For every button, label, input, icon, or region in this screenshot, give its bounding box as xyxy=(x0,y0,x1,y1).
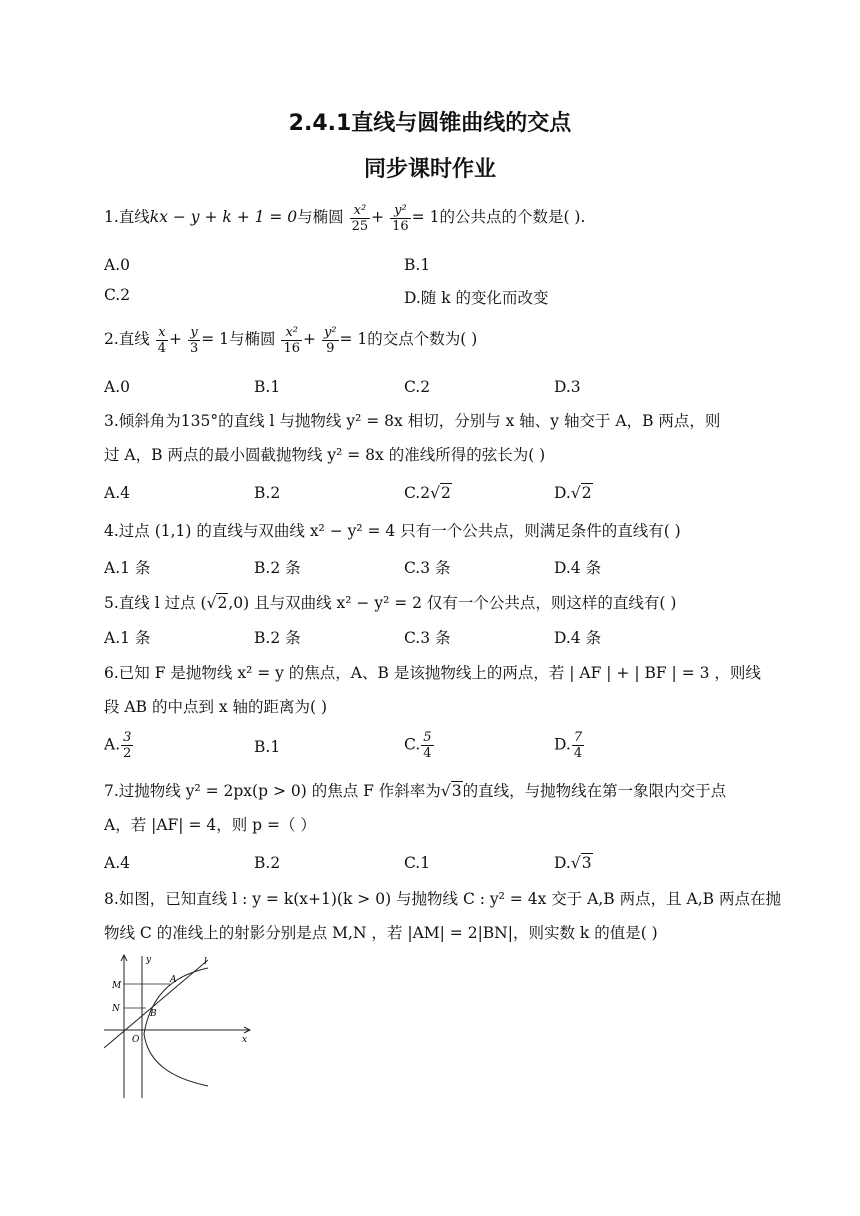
q4-option-a: A.1 条 xyxy=(104,559,151,577)
q4-option-c: C.3 条 xyxy=(404,559,451,577)
question-8-line-1: 8.如图，已知直线 l : y = k(x+1)(k > 0) 与抛物线 C : y² = 4x 交于 A,B 两点，且 A,B 两点在抛 xyxy=(104,890,781,908)
q1-option-c: C.2 xyxy=(104,286,131,304)
q1-option-a: A.0 xyxy=(104,256,130,274)
question-8-line-2: 物线 C 的准线上的射影分别是点 M,N ，若 |AM| = 2|BN|，则实数 k 的值是( ) xyxy=(104,924,658,942)
q1-option-d: D.随 k 的变化而改变 xyxy=(404,289,549,307)
label-a: A xyxy=(170,975,177,985)
q3-option-a: A.4 xyxy=(104,484,130,502)
label-x: x xyxy=(242,1035,248,1045)
q2-option-c: C.2 xyxy=(404,378,431,396)
parabola-curve xyxy=(144,968,208,1086)
question-5: 5.直线 l 过点 (√2,0) 且与双曲线 x² − y² = 2 仅有一个公共点，则这样的直线有( ) xyxy=(104,594,677,612)
question-3-line-2: 过 A，B 两点的最小圆截抛物线 y² = 8x 的准线所得的弦长为( ) xyxy=(104,446,546,464)
q6-option-b: B.1 xyxy=(254,738,281,756)
label-m: M xyxy=(112,981,122,991)
question-6-line-2: 段 AB 的中点到 x 轴的距离为( ) xyxy=(104,698,328,716)
q8-figure xyxy=(100,952,260,1100)
q5-option-c: C.3 条 xyxy=(404,629,451,647)
q4-option-b: B.2 条 xyxy=(254,559,301,577)
q6-option-a: A. $\frac{3}{2}$ xyxy=(104,730,132,761)
q4-option-d: D.4 条 xyxy=(554,559,602,577)
q6-option-c: C. $\frac{5}{4}$ xyxy=(404,730,432,761)
q2-option-b: B.1 xyxy=(254,378,281,396)
question-4: 4.过点 (1,1) 的直线与双曲线 x² − y² = 4 只有一个公共点，则满足条件的直线有( ) xyxy=(104,522,681,540)
page-title: 2.4.1直线与圆锥曲线的交点 xyxy=(288,111,572,136)
label-y: y xyxy=(146,955,152,965)
label-n: N xyxy=(112,1004,120,1014)
question-3-line-1: 3.倾斜角为135°的直线 l 与抛物线 y² = 8x 相切，分别与 x 轴、y 轴交于 A，B 两点，则 xyxy=(104,412,721,430)
q7-option-d: D.√3 xyxy=(554,854,592,872)
question-7-line-2: A，若 |AF| = 4，则 p =（ ） xyxy=(104,816,316,834)
question-7-line-1: 7.过抛物线 y² = 2px(p > 0) 的焦点 F 作斜率为√3的直线，与抛物线在第一象限内交于点 xyxy=(104,782,727,800)
q3-option-d: D.√2 xyxy=(554,484,592,502)
q7-option-b: B.2 xyxy=(254,854,281,872)
label-b: B xyxy=(150,1009,157,1019)
q7-option-a: A.4 xyxy=(104,854,130,872)
q3-option-b: B.2 xyxy=(254,484,281,502)
q6-option-d: D. $\frac{7}{4}$ xyxy=(554,730,583,761)
question-6-line-1: 6.已知 F 是抛物线 x² = y 的焦点，A、B 是该抛物线上的两点，若 | AF | + | BF | = 3 ，则线 xyxy=(104,664,761,682)
label-o: O xyxy=(132,1035,140,1045)
q2-option-a: A.0 xyxy=(104,378,130,396)
q5-option-d: D.4 条 xyxy=(554,629,602,647)
q5-option-b: B.2 条 xyxy=(254,629,301,647)
q5-option-a: A.1 条 xyxy=(104,629,151,647)
q1-option-b: B.1 xyxy=(404,256,431,274)
question-1: 1.直线kx − y + k + 1 = 0与椭圆 $\frac{\text{x²}}{25}$ + $\frac{\text{y²}}{16}$ = 1的公共点的个数是( ). xyxy=(104,202,586,234)
q7-option-c: C.1 xyxy=(404,854,431,872)
q3-option-c: C.2√2 xyxy=(404,484,451,502)
q2-option-d: D.3 xyxy=(554,378,581,396)
question-2: 2.直线 $\frac{x}{4}$ + $\frac{y}{3}$ = 1与椭圆 $\frac{\text{x²}}{16}$ + $\frac{\text{y²}}{9}$ = 1的交点个数为( ) xyxy=(104,324,478,356)
label-l: l xyxy=(204,957,207,967)
page-subtitle: 同步课时作业 xyxy=(363,157,496,182)
